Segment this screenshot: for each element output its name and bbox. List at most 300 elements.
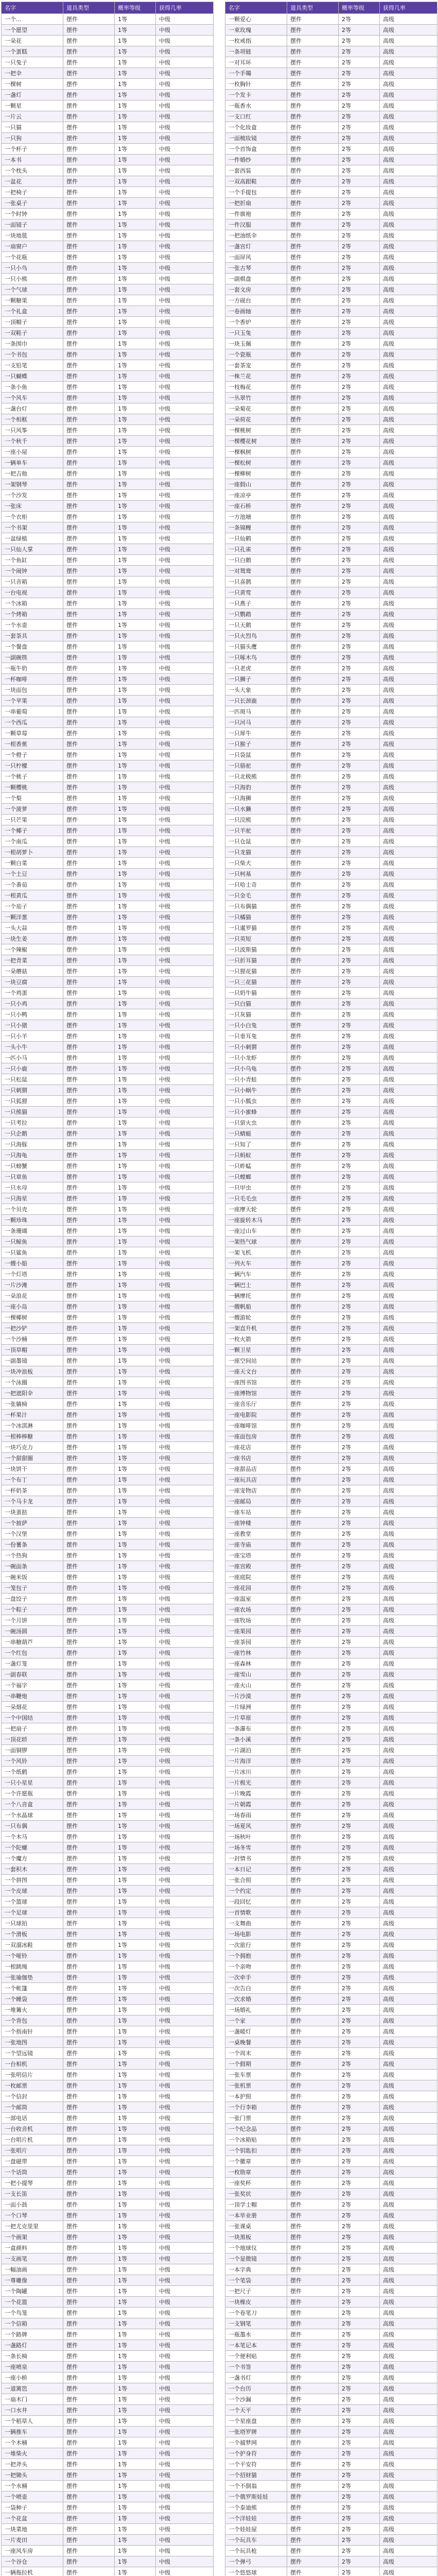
- table-row: [225, 306, 437, 317]
- cell-name: 一个鱼缸: [2, 555, 63, 566]
- cell-category: 摆件: [287, 1172, 339, 1182]
- cell-name: 一个冰箱贴: [225, 2134, 287, 2145]
- cell-name: 一盆花: [2, 176, 63, 187]
- cell-name: 一个纸鹤: [2, 1767, 63, 1777]
- table-row: [225, 1496, 437, 1507]
- cell-name: 一只北极熊: [225, 771, 287, 782]
- cell-chance: 中级: [156, 371, 214, 382]
- cell-probability: 1等: [115, 1475, 156, 1485]
- cell-name: 一条长椅: [2, 2351, 63, 2362]
- table-row: [225, 1875, 437, 1886]
- table-row: [225, 2535, 437, 2546]
- table-row: [2, 652, 214, 663]
- cell-category: 摆件: [63, 869, 115, 879]
- table-row: [2, 544, 214, 555]
- cell-category: 摆件: [63, 901, 115, 912]
- cell-category: 摆件: [63, 750, 115, 760]
- cell-probability: 2等: [339, 447, 380, 457]
- cell-probability: 1等: [115, 447, 156, 457]
- cell-chance: 中级: [156, 2253, 214, 2264]
- cell-name: 一把锄头: [2, 2470, 63, 2481]
- cell-probability: 2等: [339, 555, 380, 566]
- table-row: [225, 1994, 437, 2005]
- cell-chance: 高级: [380, 1096, 437, 1107]
- table-row: [2, 1107, 214, 1117]
- cell-chance: 高级: [380, 1961, 437, 1972]
- table-row: [2, 1994, 214, 2005]
- cell-category: 摆件: [287, 1529, 339, 1539]
- cell-name: 一颗珍珠: [2, 1215, 63, 1226]
- cell-category: 摆件: [287, 1723, 339, 1734]
- cell-name: 一枚火箭: [225, 1334, 287, 1345]
- cell-category: 摆件: [63, 2535, 115, 2546]
- table-row: [225, 620, 437, 631]
- table-row: [225, 1139, 437, 1150]
- cell-name: 一只海龟: [2, 1150, 63, 1161]
- cell-name: 一台唱片机: [2, 2134, 63, 2145]
- cell-category: 摆件: [287, 1756, 339, 1767]
- table-row: [225, 1767, 437, 1777]
- cell-category: 摆件: [63, 1550, 115, 1561]
- table-row: [2, 1658, 214, 1669]
- cell-category: 摆件: [63, 2037, 115, 2048]
- cell-probability: 2等: [339, 1756, 380, 1767]
- table-row: [225, 2437, 437, 2448]
- table-row: [225, 2405, 437, 2416]
- table-row: [2, 1117, 214, 1128]
- cell-category: 摆件: [287, 317, 339, 328]
- cell-chance: 中级: [156, 1247, 214, 1258]
- table-row: [225, 2513, 437, 2524]
- cell-probability: 2等: [339, 1431, 380, 1442]
- table-row: [225, 631, 437, 641]
- cell-name: 一架飞机: [225, 1247, 287, 1258]
- cell-name: 一块冲浪板: [2, 1366, 63, 1377]
- cell-name: 一只猫: [2, 122, 63, 133]
- cell-chance: 高级: [380, 187, 437, 198]
- cell-chance: 高级: [380, 457, 437, 468]
- cell-category: 摆件: [63, 1042, 115, 1053]
- cell-category: 摆件: [287, 1063, 339, 1074]
- cell-name: 一台电视: [2, 587, 63, 598]
- cell-chance: 高级: [380, 1723, 437, 1734]
- cell-name: 一只甲虫: [225, 1182, 287, 1193]
- cell-probability: 2等: [339, 1583, 380, 1594]
- table-row: [2, 468, 214, 479]
- cell-name: 一张瑜伽垫: [2, 1972, 63, 1983]
- cell-category: 摆件: [63, 46, 115, 57]
- cell-category: 摆件: [63, 1096, 115, 1107]
- cell-probability: 1等: [115, 760, 156, 771]
- cell-chance: 高级: [380, 2059, 437, 2070]
- cell-probability: 1等: [115, 1345, 156, 1355]
- cell-chance: 高级: [380, 1583, 437, 1594]
- cell-chance: 高级: [380, 1334, 437, 1345]
- cell-chance: 高级: [380, 1410, 437, 1420]
- cell-chance: 中级: [156, 2145, 214, 2156]
- cell-category: 摆件: [63, 2546, 115, 2556]
- cell-category: 摆件: [287, 522, 339, 533]
- cell-category: 摆件: [287, 1550, 339, 1561]
- cell-name: 一枚胸针: [225, 79, 287, 90]
- cell-category: 摆件: [63, 2178, 115, 2189]
- cell-name: 一只小星星: [2, 1777, 63, 1788]
- cell-category: 摆件: [287, 555, 339, 566]
- cell-category: 摆件: [63, 1637, 115, 1648]
- cell-probability: 2等: [339, 133, 380, 144]
- table-row: [2, 1680, 214, 1691]
- table-row: [225, 1031, 437, 1042]
- cell-name: 一座喷泉: [2, 2362, 63, 2372]
- table-row: [2, 1853, 214, 1864]
- cell-probability: 1等: [115, 1453, 156, 1464]
- cell-probability: 2等: [339, 652, 380, 663]
- cell-chance: 中级: [156, 771, 214, 782]
- cell-name: 一根胡萝卜: [2, 847, 63, 858]
- table-row: [225, 1529, 437, 1539]
- table-row: [225, 944, 437, 955]
- cell-category: 摆件: [287, 836, 339, 847]
- cell-category: 摆件: [287, 739, 339, 750]
- table-row: [225, 1301, 437, 1312]
- cell-probability: 2等: [339, 1539, 380, 1550]
- table-row: [225, 1734, 437, 1745]
- cell-category: 摆件: [63, 1994, 115, 2005]
- cell-name: 一盏路灯: [2, 2340, 63, 2351]
- cell-chance: 高级: [380, 1377, 437, 1388]
- cell-probability: 1等: [115, 2189, 156, 2199]
- cell-category: 摆件: [287, 2134, 339, 2145]
- cell-chance: 高级: [380, 2362, 437, 2372]
- cell-category: 摆件: [287, 403, 339, 414]
- cell-probability: 2等: [339, 1334, 380, 1345]
- table-row: [2, 198, 214, 209]
- cell-name: 一只金毛: [225, 890, 287, 901]
- table-row: [2, 1334, 214, 1345]
- cell-probability: 2等: [339, 501, 380, 512]
- cell-name: 一个皮球: [2, 1886, 63, 1896]
- cell-name: 一支舞曲: [225, 1918, 287, 1929]
- cell-chance: 中级: [156, 1009, 214, 1020]
- cell-probability: 1等: [115, 782, 156, 793]
- cell-chance: 高级: [380, 2556, 437, 2567]
- cell-probability: 1等: [115, 2134, 156, 2145]
- table-row: [2, 1572, 214, 1583]
- cell-name: 一个信箱: [2, 2318, 63, 2329]
- cell-chance: 高级: [380, 317, 437, 328]
- cell-chance: 高级: [380, 79, 437, 90]
- cell-name: 一盘饺子: [2, 1594, 63, 1604]
- cell-chance: 高级: [380, 1767, 437, 1777]
- table-row: [225, 1615, 437, 1626]
- table-row: [225, 533, 437, 544]
- cell-chance: 中级: [156, 2394, 214, 2405]
- cell-chance: 高级: [380, 479, 437, 490]
- cell-category: 摆件: [287, 2059, 339, 2070]
- table-row: [2, 2134, 214, 2145]
- cell-name: 一个捕梦网: [225, 2437, 287, 2448]
- table-row: [2, 295, 214, 306]
- cell-probability: 1等: [115, 2502, 156, 2513]
- cell-name: 一个许愿瓶: [2, 1788, 63, 1799]
- cell-category: 摆件: [287, 2243, 339, 2253]
- cell-chance: 中级: [156, 2427, 214, 2437]
- cell-chance: 高级: [380, 1658, 437, 1669]
- cell-category: 摆件: [63, 198, 115, 209]
- table-row: [225, 360, 437, 371]
- cell-chance: 中级: [156, 68, 214, 79]
- cell-chance: 高级: [380, 1063, 437, 1074]
- cell-probability: 1等: [115, 988, 156, 998]
- cell-probability: 1等: [115, 1810, 156, 1821]
- cell-probability: 2等: [339, 2481, 380, 2492]
- cell-chance: 中级: [156, 750, 214, 760]
- cell-probability: 2等: [339, 1247, 380, 1258]
- cell-chance: 高级: [380, 923, 437, 934]
- cell-category: 摆件: [287, 696, 339, 706]
- cell-probability: 2等: [339, 1648, 380, 1658]
- cell-category: 摆件: [287, 1583, 339, 1594]
- cell-name: 一座温室: [225, 1594, 287, 1604]
- cell-probability: 1等: [115, 68, 156, 79]
- table-row: [2, 1464, 214, 1475]
- cell-category: 摆件: [63, 1453, 115, 1464]
- cell-category: 摆件: [63, 57, 115, 68]
- cell-chance: 高级: [380, 2167, 437, 2178]
- cell-probability: 1等: [115, 165, 156, 176]
- cell-name: 一只鹦鹉: [225, 609, 287, 620]
- cell-chance: 高级: [380, 490, 437, 501]
- cell-category: 摆件: [63, 1399, 115, 1410]
- table-row: [225, 349, 437, 360]
- cell-chance: 高级: [380, 306, 437, 317]
- cell-category: 摆件: [63, 836, 115, 847]
- cell-probability: 2等: [339, 1529, 380, 1539]
- cell-name: 一座凉亭: [225, 490, 287, 501]
- cell-name: 一把折扇: [225, 198, 287, 209]
- table-row: [2, 317, 214, 328]
- cell-name: 一双溜冰鞋: [2, 1940, 63, 1951]
- cell-chance: 高级: [380, 1107, 437, 1117]
- table-row: [2, 2502, 214, 2513]
- cell-chance: 中级: [156, 1496, 214, 1507]
- cell-category: 摆件: [287, 1972, 339, 1983]
- table-row: [2, 1496, 214, 1507]
- table-row: [2, 1431, 214, 1442]
- cell-probability: 1等: [115, 490, 156, 501]
- table-row: [2, 1940, 214, 1951]
- cell-name: 一只水母: [2, 1182, 63, 1193]
- cell-name: 一根跳绳: [2, 1961, 63, 1972]
- cell-name: 一只垂耳兔: [225, 1031, 287, 1042]
- cell-category: 摆件: [63, 447, 115, 457]
- table-row: [225, 447, 437, 457]
- table-row: [2, 858, 214, 869]
- cell-name: 一个苹果: [2, 696, 63, 706]
- cell-name: 一个周末: [225, 2048, 287, 2059]
- cell-probability: 2等: [339, 1074, 380, 1085]
- cell-probability: 1等: [115, 328, 156, 338]
- cell-probability: 1等: [115, 1236, 156, 1247]
- cell-probability: 2等: [339, 349, 380, 360]
- table-row: [2, 1420, 214, 1431]
- cell-category: 摆件: [287, 1464, 339, 1475]
- table-row: [2, 1236, 214, 1247]
- cell-name: 一串葡萄: [2, 706, 63, 717]
- cell-probability: 1等: [115, 2513, 156, 2524]
- cell-chance: 中级: [156, 2372, 214, 2383]
- table-row: [2, 2005, 214, 2015]
- cell-category: 摆件: [63, 1680, 115, 1691]
- cell-name: 一片云: [2, 111, 63, 122]
- cell-probability: 1等: [115, 1042, 156, 1053]
- cell-category: 摆件: [63, 717, 115, 728]
- table-row: [225, 1539, 437, 1550]
- table-row: [2, 2427, 214, 2437]
- cell-name: 一件汉服: [225, 219, 287, 230]
- cell-chance: 中级: [156, 1972, 214, 1983]
- cell-chance: 中级: [156, 403, 214, 414]
- cell-chance: 中级: [156, 1399, 214, 1410]
- cell-chance: 高级: [380, 934, 437, 944]
- cell-probability: 2等: [339, 1475, 380, 1485]
- cell-probability: 2等: [339, 360, 380, 371]
- table-row: [225, 663, 437, 674]
- cell-name: 一片海洋: [225, 1756, 287, 1767]
- cell-chance: 中级: [156, 696, 214, 706]
- cell-category: 摆件: [287, 901, 339, 912]
- table-row: [2, 1637, 214, 1648]
- cell-name: 一张奖状: [225, 2189, 287, 2199]
- cell-name: 一辆拖拉机: [2, 2567, 63, 2576]
- cell-probability: 1等: [115, 2264, 156, 2275]
- cell-probability: 1等: [115, 2243, 156, 2253]
- cell-probability: 2等: [339, 1940, 380, 1951]
- cell-chance: 中级: [156, 2005, 214, 2015]
- table-row: [225, 295, 437, 306]
- table-row: [225, 2351, 437, 2362]
- cell-probability: 1等: [115, 2448, 156, 2459]
- cell-name: 一只毛毛虫: [225, 1193, 287, 1204]
- cell-probability: 2等: [339, 1702, 380, 1713]
- cell-name: 一个篮球: [2, 1896, 63, 1907]
- table-row: [225, 2253, 437, 2264]
- cell-probability: 2等: [339, 1745, 380, 1756]
- cell-chance: 中级: [156, 165, 214, 176]
- cell-chance: 中级: [156, 479, 214, 490]
- cell-category: 摆件: [63, 977, 115, 988]
- cell-probability: 1等: [115, 252, 156, 263]
- left-header-row: [2, 2, 214, 14]
- cell-name: 一枚勋章: [225, 2167, 287, 2178]
- table-row: [2, 230, 214, 241]
- table-row: [225, 1713, 437, 1723]
- cell-name: 一个指南针: [2, 2026, 63, 2037]
- cell-category: 摆件: [63, 955, 115, 966]
- table-row: [225, 1594, 437, 1604]
- header-name: 名字: [2, 2, 63, 14]
- cell-chance: 高级: [380, 295, 437, 306]
- cell-name: 一片沙漠: [225, 1691, 287, 1702]
- cell-category: 摆件: [63, 1767, 115, 1777]
- table-row: [225, 1680, 437, 1691]
- cell-name: 一座小屋: [2, 447, 63, 457]
- cell-chance: 中级: [156, 2383, 214, 2394]
- cell-probability: 2等: [339, 36, 380, 46]
- table-row: [225, 2005, 437, 2015]
- cell-probability: 1等: [115, 1442, 156, 1453]
- cell-name: 一个木桶: [2, 2437, 63, 2448]
- cell-probability: 1等: [115, 1172, 156, 1182]
- cell-name: 一袋种子: [2, 2502, 63, 2513]
- cell-name: 一对鸳鸯: [225, 566, 287, 577]
- cell-name: 一张床: [2, 501, 63, 512]
- cell-probability: 1等: [115, 912, 156, 923]
- cell-probability: 2等: [339, 2145, 380, 2156]
- cell-name: 一只蚱蜢: [225, 1161, 287, 1172]
- cell-probability: 2等: [339, 468, 380, 479]
- cell-probability: 2等: [339, 1864, 380, 1875]
- cell-category: 摆件: [287, 2048, 339, 2059]
- cell-category: 摆件: [63, 187, 115, 198]
- cell-chance: 高级: [380, 1053, 437, 1063]
- cell-category: 摆件: [63, 804, 115, 815]
- header-probability: 概率等级: [115, 2, 156, 14]
- cell-chance: 中级: [156, 1918, 214, 1929]
- cell-category: 摆件: [63, 2059, 115, 2070]
- cell-name: 一个娃娃屋: [225, 2524, 287, 2535]
- cell-name: 一本字典: [225, 2264, 287, 2275]
- cell-chance: 高级: [380, 966, 437, 977]
- cell-chance: 中级: [156, 2091, 214, 2102]
- table-row: [225, 2091, 437, 2102]
- cell-category: 摆件: [63, 90, 115, 100]
- cell-category: 摆件: [287, 609, 339, 620]
- cell-probability: 1等: [115, 2005, 156, 2015]
- cell-probability: 2等: [339, 1258, 380, 1269]
- cell-probability: 1等: [115, 2383, 156, 2394]
- table-row: [2, 522, 214, 533]
- cell-probability: 1等: [115, 750, 156, 760]
- cell-chance: 高级: [380, 36, 437, 46]
- cell-chance: 中级: [156, 2318, 214, 2329]
- cell-probability: 2等: [339, 544, 380, 555]
- cell-category: 摆件: [287, 187, 339, 198]
- cell-name: 一件婚纱: [225, 155, 287, 165]
- cell-category: 摆件: [63, 284, 115, 295]
- cell-name: 一根棒棒糖: [2, 1431, 63, 1442]
- table-row: [225, 1431, 437, 1442]
- cell-chance: 中级: [156, 631, 214, 641]
- cell-probability: 2等: [339, 371, 380, 382]
- cell-chance: 中级: [156, 2113, 214, 2124]
- table-row: [2, 144, 214, 155]
- table-row: [225, 1377, 437, 1388]
- cell-probability: 1等: [115, 2416, 156, 2427]
- cell-probability: 1等: [115, 371, 156, 382]
- table-row: [2, 2524, 214, 2535]
- cell-name: 一副碗筷: [2, 652, 63, 663]
- cell-category: 摆件: [287, 436, 339, 447]
- cell-category: 摆件: [63, 793, 115, 804]
- table-row: [2, 2340, 214, 2351]
- table-row: [225, 1918, 437, 1929]
- cell-chance: 中级: [156, 501, 214, 512]
- cell-name: 一条瀑布: [225, 1723, 287, 1734]
- cell-chance: 中级: [156, 2037, 214, 2048]
- cell-chance: 中级: [156, 25, 214, 36]
- cell-category: 摆件: [287, 1269, 339, 1280]
